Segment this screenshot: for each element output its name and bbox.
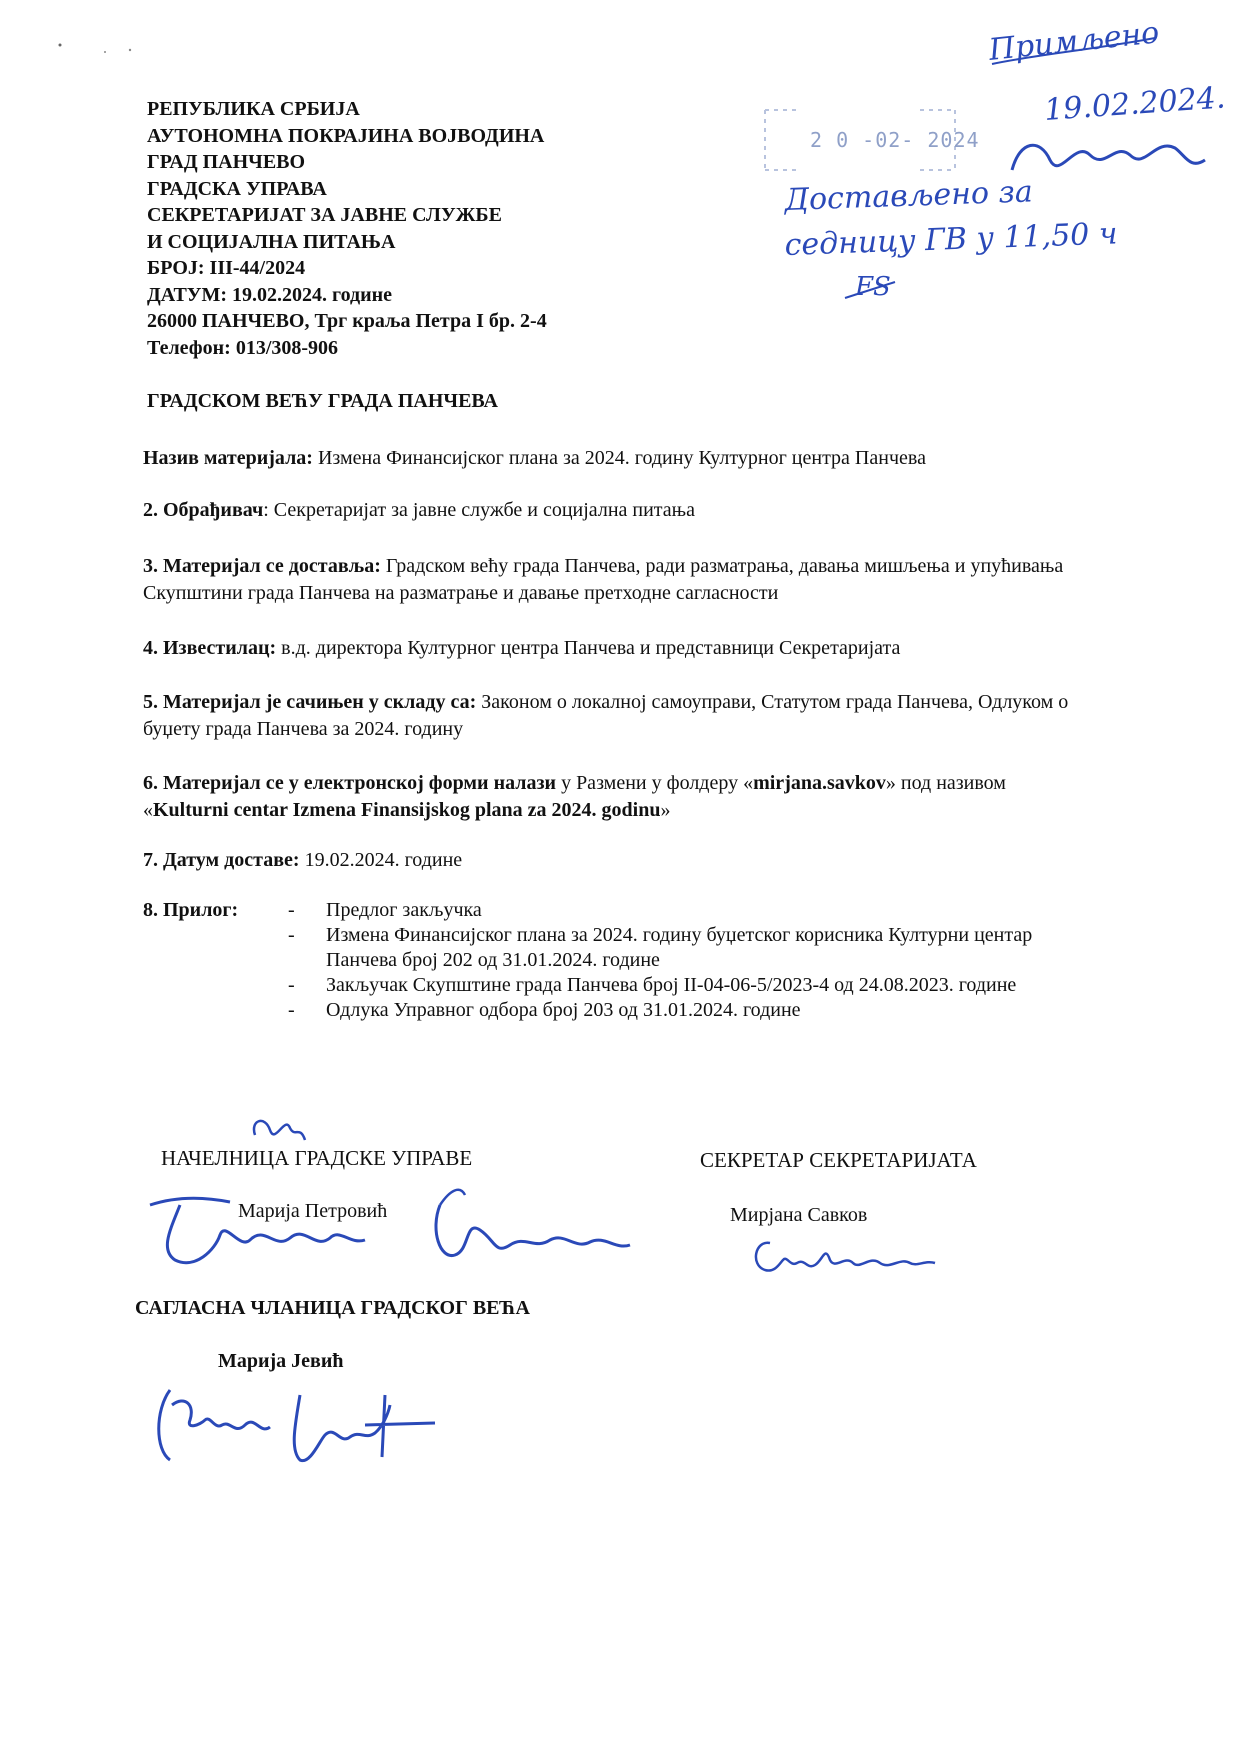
item-basis-label: 5. Материјал је сачињен у складу са:	[143, 691, 477, 713]
letterhead-secretariat-2: И СОЦИЈАЛНА ПИТАЊА	[147, 230, 396, 253]
item-basis-value: Законом о локалној самоуправи, Статутом града Панчева, Одлуком о буџету града Панчева за 2024. годину	[143, 691, 1069, 740]
item-electronic-end: »	[660, 799, 671, 821]
item-title-label: Назив материјала:	[143, 447, 313, 469]
signature-left-title: НАЧЕЛНИЦА ГРАДСКЕ УПРАВЕ	[161, 1146, 473, 1170]
item-basis	[143, 689, 1073, 743]
letterhead-date: ДАТУМ: 19.02.2024. године	[147, 283, 393, 306]
forwarded-line2-text: седницу ГВ у 11,50 ч	[784, 216, 1119, 263]
item-electronic-name: Kulturni centar Izmena Finansijskog plana za 2024. godinu	[153, 799, 661, 821]
signature-jevic-icon	[150, 1365, 450, 1475]
letterhead-administration: ГРАДСКА УПРАВА	[147, 177, 327, 200]
letterhead-province: АУТОНОМНА ПОКРАЈИНА ВОЈВОДИНА	[147, 124, 545, 147]
letterhead-phone: Телефон: 013/308-906	[147, 336, 339, 359]
item-reporter-label: 4. Известилац:	[143, 637, 277, 659]
item-author-value: : Секретаријат за јавне службе и социјална питања	[263, 499, 696, 521]
item-title	[143, 445, 1073, 472]
signature-left-name: Марија Петровић	[238, 1200, 388, 1222]
signature-right-title: СЕКРЕТАР СЕКРЕТАРИЈАТА	[700, 1148, 977, 1172]
signature-savkov-icon	[745, 1225, 945, 1285]
item-electronic-folder: mirjana.savkov	[753, 772, 886, 794]
item-reporter-value: в.д. директора Културног центра Панчева и представници Секретаријата	[276, 637, 901, 659]
signature-council-name: Марија Јевић	[218, 1350, 344, 1372]
signature-right-name: Мирјана Савков	[730, 1204, 868, 1226]
forwarded-initials-text: FS	[855, 272, 891, 302]
item-delivered-value: Градском већу града Панчева, ради разматрања, давања мишљења и упућивања Скупштини града Панчева на разматрање и давање претходне сагласности	[143, 555, 1064, 604]
letterhead-city: ГРАД ПАНЧЕВО	[147, 151, 306, 173]
attachment-item: - Предлог закључка	[288, 898, 1078, 923]
attachment-item: - Одлука Управног одбора број 203 од 31.01.2024. године	[288, 998, 1078, 1023]
item-reporter	[143, 635, 1073, 662]
stamp-date: 2 0 -02- 2024	[810, 128, 980, 152]
item-delivered-label: 3. Материјал се доставља:	[143, 555, 381, 577]
letterhead-address: 26000 ПАНЧЕВО, Трг краља Петра I бр. 2-4	[147, 310, 547, 332]
attachments-label: 8. Прилог:	[143, 899, 239, 921]
attachments-list	[288, 898, 1078, 1023]
item-delivery-date-label: 7. Датум доставе:	[143, 849, 300, 871]
handwritten-forwarded-note-icon	[775, 170, 1155, 310]
item-title-value: Измена Финансијског плана за 2024. годину Културног центра Панчева	[312, 447, 926, 469]
item-delivery-date-value: 19.02.2024. године	[299, 849, 463, 871]
item-electronic	[143, 770, 1073, 824]
received-note-text: Примљено	[987, 15, 1161, 68]
item-electronic-label: 6. Материјал се у електронској форми налази	[143, 772, 557, 794]
item-delivery-date	[143, 847, 1073, 874]
item-electronic-mid2: » под називом «	[143, 772, 1006, 821]
letterhead-number: БРОЈ: III-44/2024	[147, 257, 306, 279]
item-electronic-mid1: у Размени у фолдеру «	[556, 772, 754, 794]
item-delivered	[143, 553, 1073, 607]
attachment-item: - Закључак Скупштине града Панчева број II-04-06-5/2023-4 од 24.08.2023. године	[288, 973, 1078, 998]
letterhead	[147, 96, 547, 361]
letterhead-country: РЕПУБЛИКА СРБИЈА	[147, 98, 360, 120]
received-date-text: 19.02.2024.	[1043, 80, 1227, 128]
attachment-item: - Измена Финансијског плана за 2024. годину буџетског корисника Културни центар Панчева број 202 од 31.01.2024. године	[288, 923, 1078, 973]
letterhead-secretariat: СЕКРЕТАРИЈАТ ЗА ЈАВНЕ СЛУЖБЕ	[147, 204, 502, 226]
signature-petrovic-icon	[140, 1110, 640, 1280]
forwarded-line1-text: Достављено за	[784, 174, 1034, 218]
item-author	[143, 497, 1073, 524]
scan-speck-icon	[55, 40, 145, 60]
recipient: ГРАДСКОМ ВЕЋУ ГРАДА ПАНЧЕВА	[147, 390, 498, 412]
item-author-label: 2. Обрађивач	[143, 499, 264, 521]
signature-council-title: САГЛАСНА ЧЛАНИЦА ГРАДСКОГ ВЕЋА	[135, 1297, 530, 1319]
